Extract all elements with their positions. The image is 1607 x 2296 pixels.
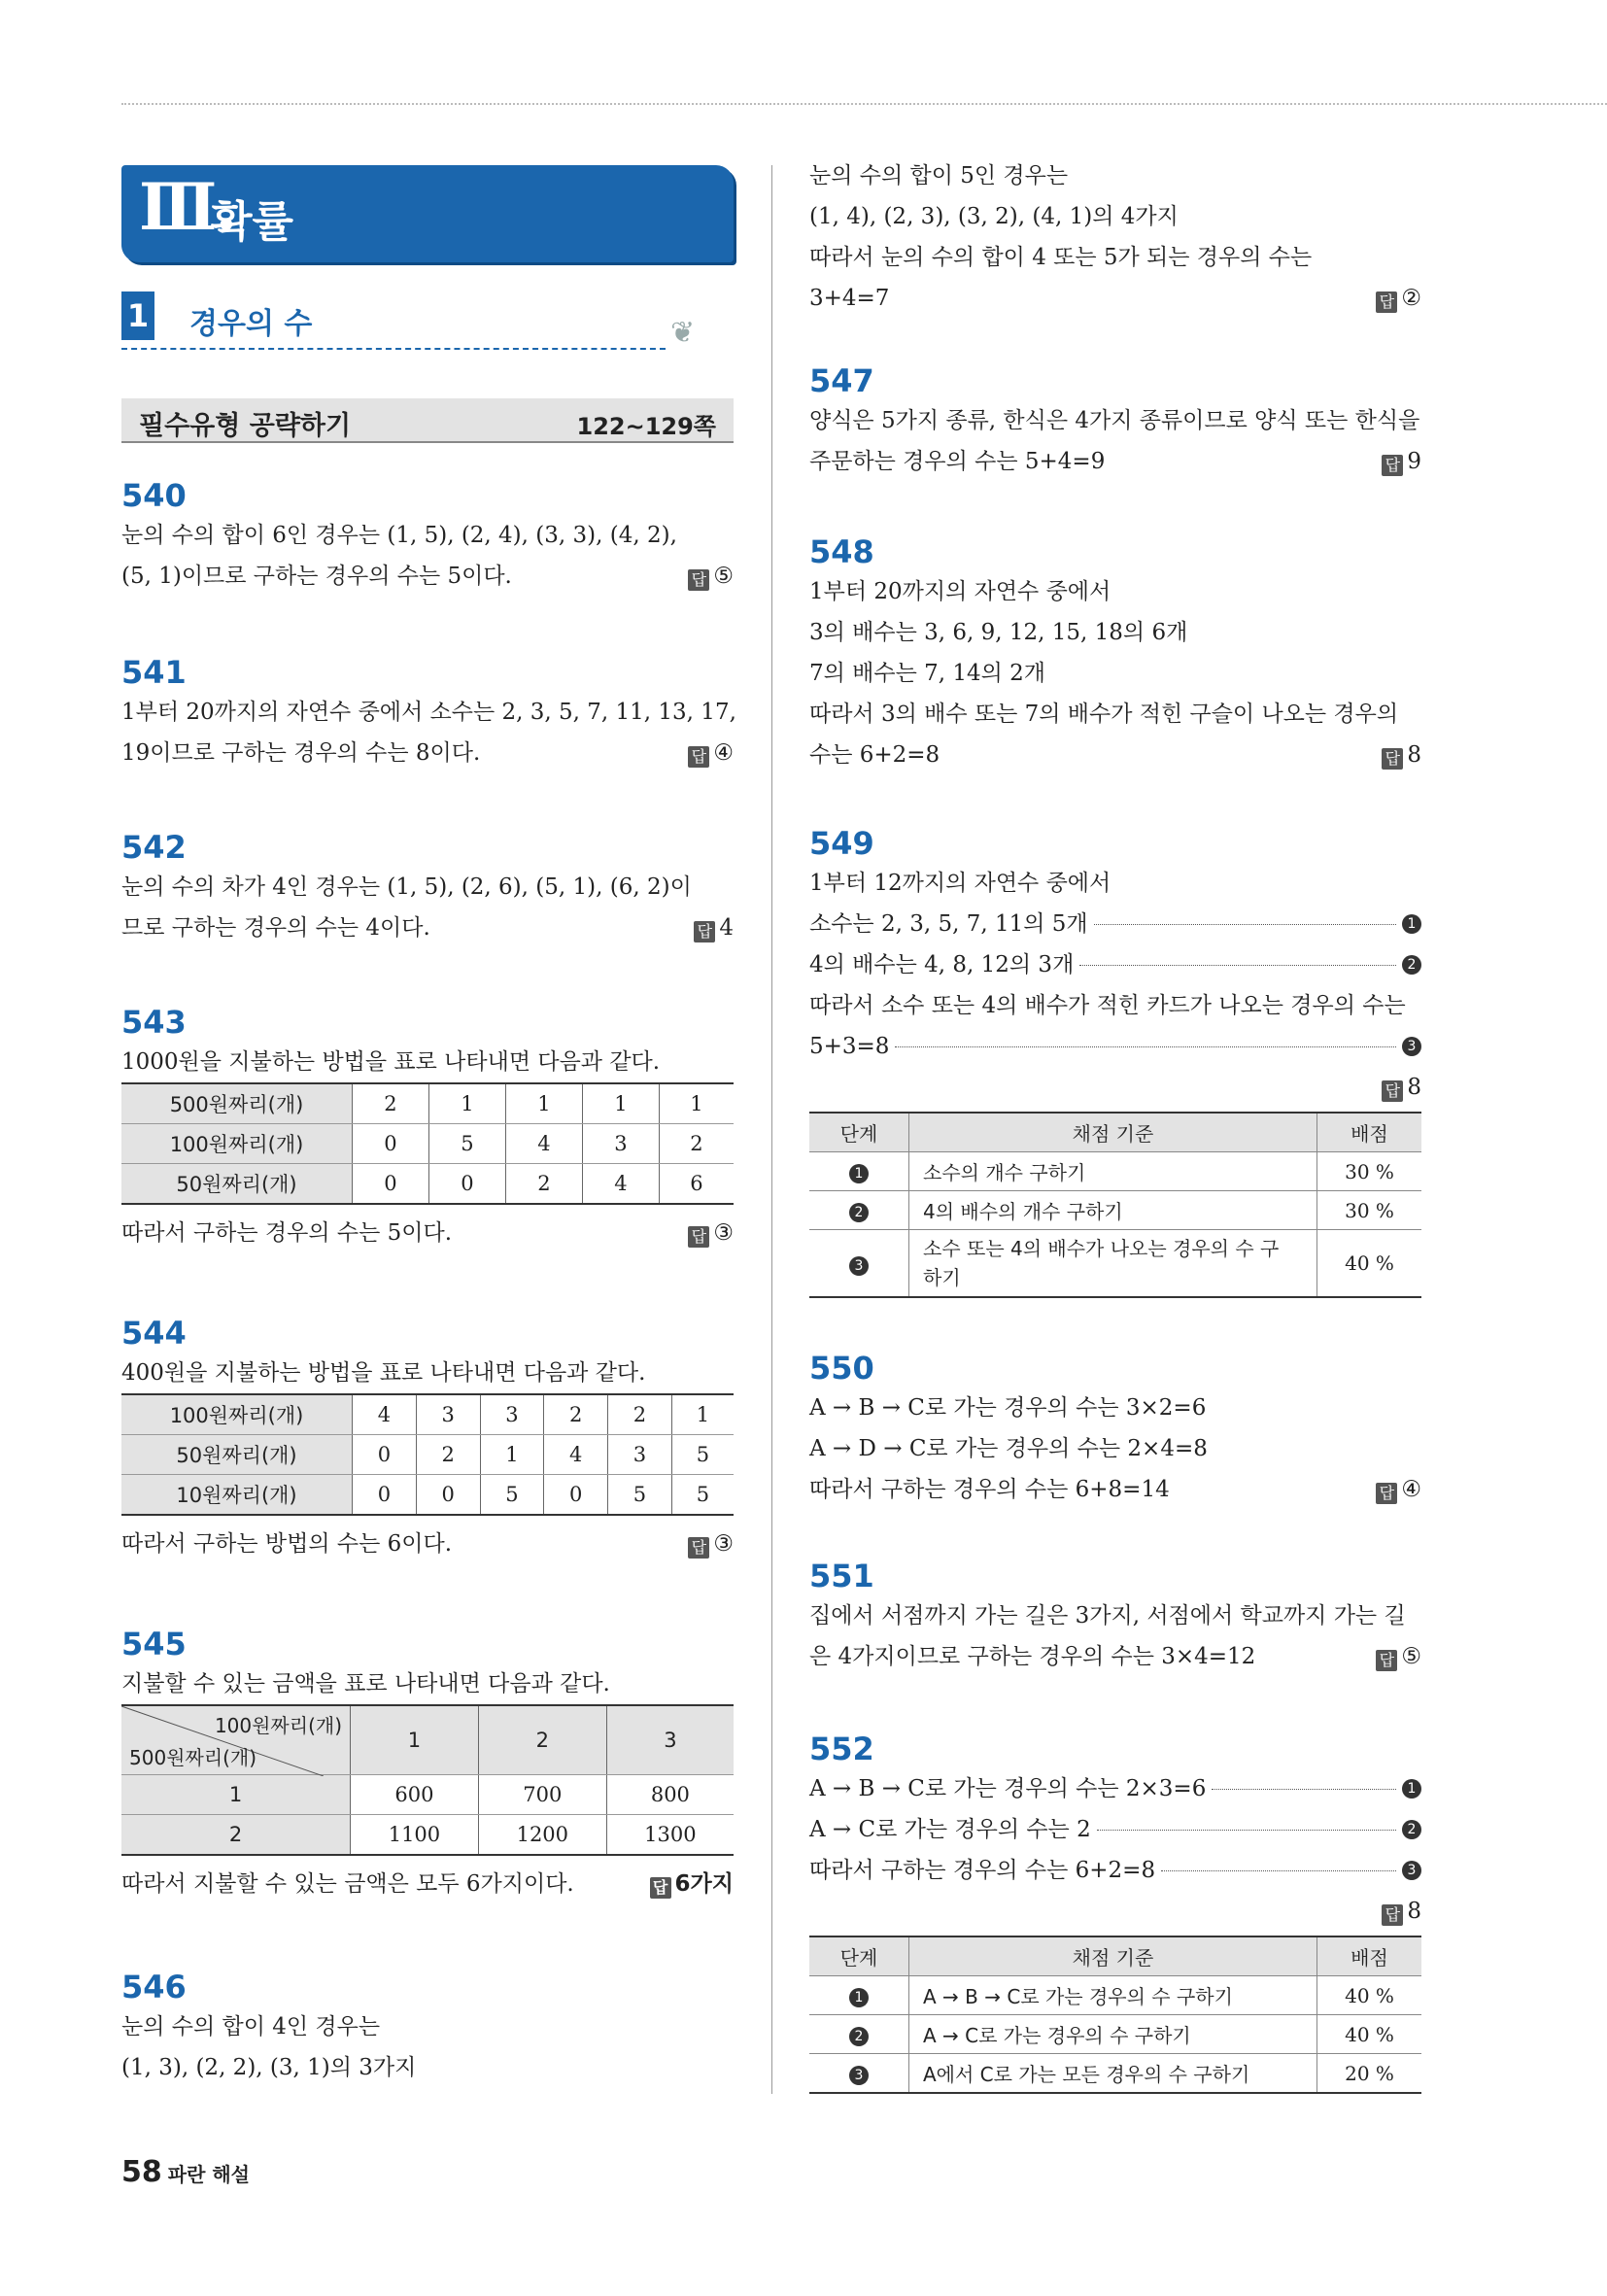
step-marker-icon: 1 (1402, 1779, 1421, 1799)
table-row (809, 2054, 1421, 2094)
table-cell: 4 (505, 1124, 582, 1164)
step-marker-icon: 2 (849, 2027, 869, 2046)
problem-546 (121, 1968, 734, 2088)
answer (650, 1864, 734, 1904)
solution-line: (1, 3), (2, 2), (3, 1)의 3가지 (121, 2055, 417, 2080)
step-marker-icon: 2 (1402, 1820, 1421, 1839)
table-cell: 5 (671, 1475, 734, 1516)
solution-line: 집에서 서점까지 가는 길은 3가지, 서점에서 학교까지 가는 길 (809, 1603, 1406, 1628)
answer-badge-icon: 답 (688, 1537, 709, 1559)
table-row (809, 1152, 1421, 1191)
page-number: 58 (121, 2155, 162, 2189)
solution-text: 므로 구하는 경우의 수는 4이다. (121, 915, 430, 941)
answer (1382, 1067, 1421, 1108)
solution-line (809, 1469, 1421, 1510)
answer-badge-icon: 답 (688, 569, 709, 591)
leader-dots (1079, 965, 1396, 966)
solution-line: 눈의 수의 합이 4인 경우는 (121, 2014, 381, 2039)
solution-line (809, 441, 1421, 482)
table-cell: 600 (351, 1775, 479, 1815)
solution-line: 1000원을 지불하는 방법을 표로 나타내면 다음과 같다. (121, 1049, 661, 1075)
table-cell: 1100 (351, 1815, 479, 1856)
step-cell (809, 1230, 909, 1298)
table-row (121, 1705, 734, 1775)
step-marker-icon: 2 (849, 1203, 869, 1222)
answer-value: 8 (1407, 1075, 1421, 1100)
subsection-title: 필수유형 공략하기 (139, 411, 352, 441)
column-header: 배점 (1317, 1936, 1422, 1976)
answer-value: 6가지 (674, 1871, 734, 1897)
answer-value: 4 (719, 915, 734, 941)
solution-line (121, 556, 734, 597)
column-header: 채점 기준 (909, 1936, 1317, 1976)
answer-badge-icon: 답 (688, 1226, 709, 1248)
chapter-banner (121, 165, 734, 262)
row-header: 50원짜리(개) (121, 1164, 353, 1205)
row-header: 1 (121, 1775, 351, 1815)
problem-number: 541 (121, 654, 187, 691)
score-cell: 40 % (1317, 1976, 1422, 2015)
criteria-cell: 4의 배수의 개수 구하기 (909, 1191, 1317, 1230)
solution-text: 따라서 구하는 경우의 수는 6+8=14 (809, 1477, 1170, 1502)
answer-value: 8 (1407, 742, 1421, 768)
row-header: 500원짜리(개) (121, 1083, 353, 1124)
page-footer (121, 2155, 250, 2189)
payment-table (121, 1393, 734, 1516)
answer (688, 556, 734, 597)
answer-value: ⑤ (713, 564, 734, 589)
solution-line (809, 1809, 1421, 1850)
table-cell: 0 (428, 1164, 505, 1205)
step-marker-icon: 3 (849, 2066, 869, 2085)
answer-badge-icon: 답 (1382, 1080, 1403, 1102)
table-row (121, 1394, 734, 1435)
leader-dots (1161, 1870, 1396, 1871)
subsection-bar (121, 398, 734, 443)
problem-number: 545 (121, 1626, 187, 1662)
score-cell: 30 % (1317, 1152, 1422, 1191)
problem-number: 549 (809, 825, 874, 862)
answer-badge-icon: 답 (1382, 1904, 1403, 1926)
table-row (121, 1164, 734, 1205)
solution-line: 따라서 눈의 수의 합이 4 또는 5가 되는 경우의 수는 (809, 245, 1313, 270)
criteria-cell: A → B → C로 가는 경우의 수 구하기 (909, 1976, 1317, 2015)
table-row (809, 2015, 1421, 2054)
problem-545 (121, 1625, 734, 1904)
table-cell: 5 (608, 1475, 672, 1516)
problem-549 (809, 824, 1421, 1298)
footer-label: 파란 해설 (167, 2163, 250, 2186)
table-row (121, 1815, 734, 1856)
answer (688, 1213, 734, 1253)
answer (1382, 735, 1421, 775)
answer (694, 908, 734, 948)
solution-text: (5, 1)이므로 구하는 경우의 수는 5이다. (121, 564, 512, 589)
section-title: 경우의 수 (189, 307, 313, 341)
solution-line: 400원을 지불하는 방법을 표로 나타내면 다음과 같다. (121, 1360, 646, 1386)
solution-text: A → B → C로 가는 경우의 수는 2×3=6 (809, 1776, 1207, 1801)
table-cell: 6 (659, 1164, 734, 1205)
step-marker-icon: 3 (849, 1256, 869, 1276)
step-marker-icon: 2 (1402, 955, 1421, 975)
solution-line (809, 735, 1421, 775)
problem-number: 546 (121, 1969, 187, 2005)
score-cell: 20 % (1317, 2054, 1422, 2094)
solution-line (121, 1864, 734, 1904)
solution-text: 소수는 2, 3, 5, 7, 11의 5개 (809, 911, 1088, 937)
corner-top-label: 100원짜리(개) (214, 1714, 342, 1737)
solution-text: 19이므로 구하는 경우의 수는 8이다. (121, 740, 481, 766)
leaf-icon: ❦ (670, 316, 696, 350)
solution-line (809, 944, 1421, 985)
table-cell: 2 (416, 1435, 480, 1475)
leader-dots (895, 1046, 1396, 1047)
table-header-row (809, 1113, 1421, 1152)
answer-badge-icon: 답 (1376, 291, 1397, 313)
table-cell: 0 (416, 1475, 480, 1516)
solution-line: 7의 배수는 7, 14의 2개 (809, 661, 1046, 686)
solution-text: 은 4가지이므로 구하는 경우의 수는 3×4=12 (809, 1644, 1256, 1669)
chapter-number: Ⅲ. (139, 169, 236, 245)
solution-line: 지불할 수 있는 금액을 표로 나타내면 다음과 같다. (121, 1671, 610, 1696)
table-row (121, 1083, 734, 1124)
row-header: 10원짜리(개) (121, 1475, 353, 1516)
problem-number: 551 (809, 1558, 874, 1594)
problem-544 (121, 1314, 734, 1564)
answer-badge-icon: 답 (1376, 1650, 1397, 1671)
solution-text: 따라서 구하는 경우의 수는 5이다. (121, 1220, 453, 1246)
solution-text: 수는 6+2=8 (809, 742, 940, 768)
problem-547 (809, 361, 1421, 482)
top-dotted-rule (121, 103, 1607, 105)
step-cell (809, 2054, 909, 2094)
table-row (809, 1191, 1421, 1230)
problem-number: 548 (809, 533, 874, 570)
answer-value: ③ (713, 1531, 734, 1557)
criteria-cell: A에서 C로 가는 모든 경우의 수 구하기 (909, 2054, 1317, 2094)
solution-line: A → D → C로 가는 경우의 수는 2×4=8 (809, 1436, 1208, 1461)
corner-bottom-label: 500원짜리(개) (129, 1746, 257, 1769)
chapter-title: 확률 (211, 197, 294, 247)
solution-line: 눈의 수의 차가 4인 경우는 (1, 5), (2, 6), (5, 1), (6, 2)이 (121, 874, 692, 900)
solution-line: 따라서 3의 배수 또는 7의 배수가 적힌 구슬이 나오는 경우의 (809, 702, 1399, 727)
column-header: 1 (351, 1705, 479, 1775)
section-heading (121, 291, 696, 350)
problem-number: 543 (121, 1004, 187, 1041)
table-row (121, 1124, 734, 1164)
answer-badge-icon: 답 (688, 746, 709, 768)
table-cell: 0 (353, 1124, 429, 1164)
problem-541 (121, 653, 734, 773)
solution-text: 3+4=7 (809, 286, 890, 311)
solution-line (809, 1850, 1421, 1891)
table-cell: 1 (659, 1083, 734, 1124)
score-cell: 30 % (1317, 1191, 1422, 1230)
solution-line (809, 1636, 1421, 1677)
solution-line: 양식은 5가지 종류, 한식은 4가지 종류이므로 양식 또는 한식을 (809, 408, 1420, 433)
table-cell: 1 (582, 1083, 659, 1124)
solution-line: A → B → C로 가는 경우의 수는 3×2=6 (809, 1395, 1207, 1421)
table-cell: 2 (659, 1124, 734, 1164)
problem-number: 552 (809, 1731, 874, 1767)
problem-number: 544 (121, 1315, 187, 1352)
solution-line (809, 904, 1421, 944)
problem-551 (809, 1557, 1421, 1677)
column-header: 2 (478, 1705, 606, 1775)
step-cell (809, 1976, 909, 2015)
answer (1376, 1636, 1421, 1677)
leader-dots (1094, 924, 1396, 925)
answer-value: ② (1401, 286, 1421, 311)
problem-number: 547 (809, 362, 874, 399)
grading-table (809, 1112, 1421, 1298)
solution-text: A → C로 가는 경우의 수는 2 (809, 1817, 1091, 1842)
table-cell: 0 (353, 1475, 417, 1516)
grading-table (809, 1936, 1421, 2094)
solution-line (809, 278, 1421, 319)
table-cell: 3 (582, 1124, 659, 1164)
problem-542 (121, 828, 734, 948)
leader-dots (1097, 1830, 1396, 1831)
column-header: 단계 (809, 1936, 909, 1976)
column-header: 단계 (809, 1113, 909, 1152)
amount-table (121, 1704, 734, 1856)
table-cell: 3 (608, 1435, 672, 1475)
row-header: 50원짜리(개) (121, 1435, 353, 1475)
solution-line: 따라서 소수 또는 4의 배수가 적힌 카드가 나오는 경우의 수는 (809, 993, 1406, 1018)
score-cell: 40 % (1317, 2015, 1422, 2054)
table-cell: 2 (544, 1394, 608, 1435)
answer (1376, 1469, 1421, 1510)
section-dashed-rule (121, 348, 666, 350)
solution-line: 1부터 20까지의 자연수 중에서 소수는 2, 3, 5, 7, 11, 13, 17, (121, 700, 736, 725)
table-row (809, 1230, 1421, 1298)
column-header: 3 (606, 1705, 734, 1775)
table-cell: 5 (480, 1475, 544, 1516)
problem-548 (809, 532, 1421, 775)
solution-text: 따라서 지불할 수 있는 금액은 모두 6가지이다. (121, 1871, 574, 1897)
answer (1376, 278, 1421, 319)
table-cell: 3 (416, 1394, 480, 1435)
section-number: 1 (121, 291, 154, 340)
solution-line: 눈의 수의 합이 5인 경우는 (809, 163, 1069, 188)
criteria-cell: A → C로 가는 경우의 수 구하기 (909, 2015, 1317, 2054)
table-cell: 5 (671, 1435, 734, 1475)
table-cell: 0 (353, 1435, 417, 1475)
table-row (121, 1435, 734, 1475)
answer-value: 8 (1407, 1899, 1421, 1924)
table-cell: 0 (353, 1164, 429, 1205)
table-cell: 1 (505, 1083, 582, 1124)
column-header: 배점 (1317, 1113, 1422, 1152)
solution-text: 5+3=8 (809, 1034, 890, 1059)
answer-badge-icon: 답 (650, 1877, 671, 1899)
solution-line (121, 1213, 734, 1253)
solution-text: 주문하는 경우의 수는 5+4=9 (809, 449, 1106, 474)
column-header: 채점 기준 (909, 1113, 1317, 1152)
payment-table (121, 1082, 734, 1205)
table-row (809, 1976, 1421, 2015)
problem-540 (121, 476, 734, 597)
solution-line: 3의 배수는 3, 6, 9, 12, 15, 18의 6개 (809, 620, 1188, 645)
problem-552 (809, 1730, 1421, 2094)
answer (1382, 441, 1421, 482)
table-cell: 2 (608, 1394, 672, 1435)
step-marker-icon: 1 (849, 1164, 869, 1183)
problem-number: 550 (809, 1350, 874, 1387)
criteria-text: 하기 (923, 1266, 961, 1289)
problem-550 (809, 1349, 1421, 1510)
answer-value: ③ (713, 1220, 734, 1246)
problem-number: 540 (121, 477, 187, 514)
step-cell (809, 2015, 909, 2054)
step-cell (809, 1152, 909, 1191)
step-marker-icon: 1 (849, 1988, 869, 2007)
column-divider (771, 165, 772, 2094)
table-header-row (809, 1936, 1421, 1976)
step-cell (809, 1191, 909, 1230)
solution-line: 눈의 수의 합이 6인 경우는 (1, 5), (2, 4), (3, 3), (4, 2), (121, 523, 677, 548)
solution-text: 4의 배수는 4, 8, 12의 3개 (809, 952, 1075, 977)
table-cell: 5 (428, 1124, 505, 1164)
leader-dots (1212, 1789, 1396, 1790)
criteria-text: 소수 또는 4의 배수가 나오는 경우의 수 구 (923, 1237, 1280, 1260)
table-cell: 800 (606, 1775, 734, 1815)
solution-line (121, 733, 734, 773)
score-cell: 40 % (1317, 1230, 1422, 1298)
row-header: 100원짜리(개) (121, 1394, 353, 1435)
answer-badge-icon: 답 (1382, 455, 1403, 476)
answer-value: 9 (1407, 449, 1421, 474)
problem-546-continued (809, 155, 1421, 319)
solution-line (809, 1026, 1421, 1067)
answer-value: ④ (1401, 1477, 1421, 1502)
table-cell: 1300 (606, 1815, 734, 1856)
answer-badge-icon: 답 (1382, 748, 1403, 770)
step-marker-icon: 3 (1402, 1037, 1421, 1056)
answer-value: ④ (713, 740, 734, 766)
answer (1382, 1891, 1421, 1932)
solution-line: 1부터 20까지의 자연수 중에서 (809, 579, 1111, 604)
table-cell: 4 (544, 1435, 608, 1475)
criteria-cell: 소수의 개수 구하기 (909, 1152, 1317, 1191)
problem-543 (121, 1003, 734, 1253)
corner-header (121, 1705, 351, 1775)
criteria-cell (909, 1230, 1317, 1298)
solution-line: 1부터 12까지의 자연수 중에서 (809, 871, 1111, 896)
table-cell: 2 (353, 1083, 429, 1124)
answer (688, 1524, 734, 1564)
table-cell: 1 (671, 1394, 734, 1435)
table-row (121, 1475, 734, 1516)
solution-text: 따라서 구하는 경우의 수는 6+2=8 (809, 1858, 1156, 1883)
table-cell: 4 (582, 1164, 659, 1205)
table-cell: 1 (480, 1435, 544, 1475)
table-cell: 4 (353, 1394, 417, 1435)
answer-badge-icon: 답 (1376, 1483, 1397, 1504)
table-cell: 3 (480, 1394, 544, 1435)
solution-line (809, 1768, 1421, 1809)
step-marker-icon: 1 (1402, 914, 1421, 934)
table-cell: 1200 (478, 1815, 606, 1856)
solution-text: 따라서 구하는 방법의 수는 6이다. (121, 1531, 453, 1557)
subsection-pages: 122~129쪽 (576, 413, 716, 440)
row-header: 2 (121, 1815, 351, 1856)
table-cell: 700 (478, 1775, 606, 1815)
table-cell: 1 (428, 1083, 505, 1124)
solution-line (121, 1524, 734, 1564)
step-marker-icon: 3 (1402, 1861, 1421, 1880)
solution-line (809, 1891, 1421, 1932)
answer-value: ⑤ (1401, 1644, 1421, 1669)
solution-line: (1, 4), (2, 3), (3, 2), (4, 1)의 4가지 (809, 204, 1179, 229)
answer-badge-icon: 답 (694, 921, 715, 942)
table-cell: 2 (505, 1164, 582, 1205)
solution-line (121, 908, 734, 948)
row-header: 100원짜리(개) (121, 1124, 353, 1164)
problem-number: 542 (121, 829, 187, 866)
solution-line (809, 1067, 1421, 1108)
answer (688, 733, 734, 773)
table-row (121, 1775, 734, 1815)
table-cell: 0 (544, 1475, 608, 1516)
